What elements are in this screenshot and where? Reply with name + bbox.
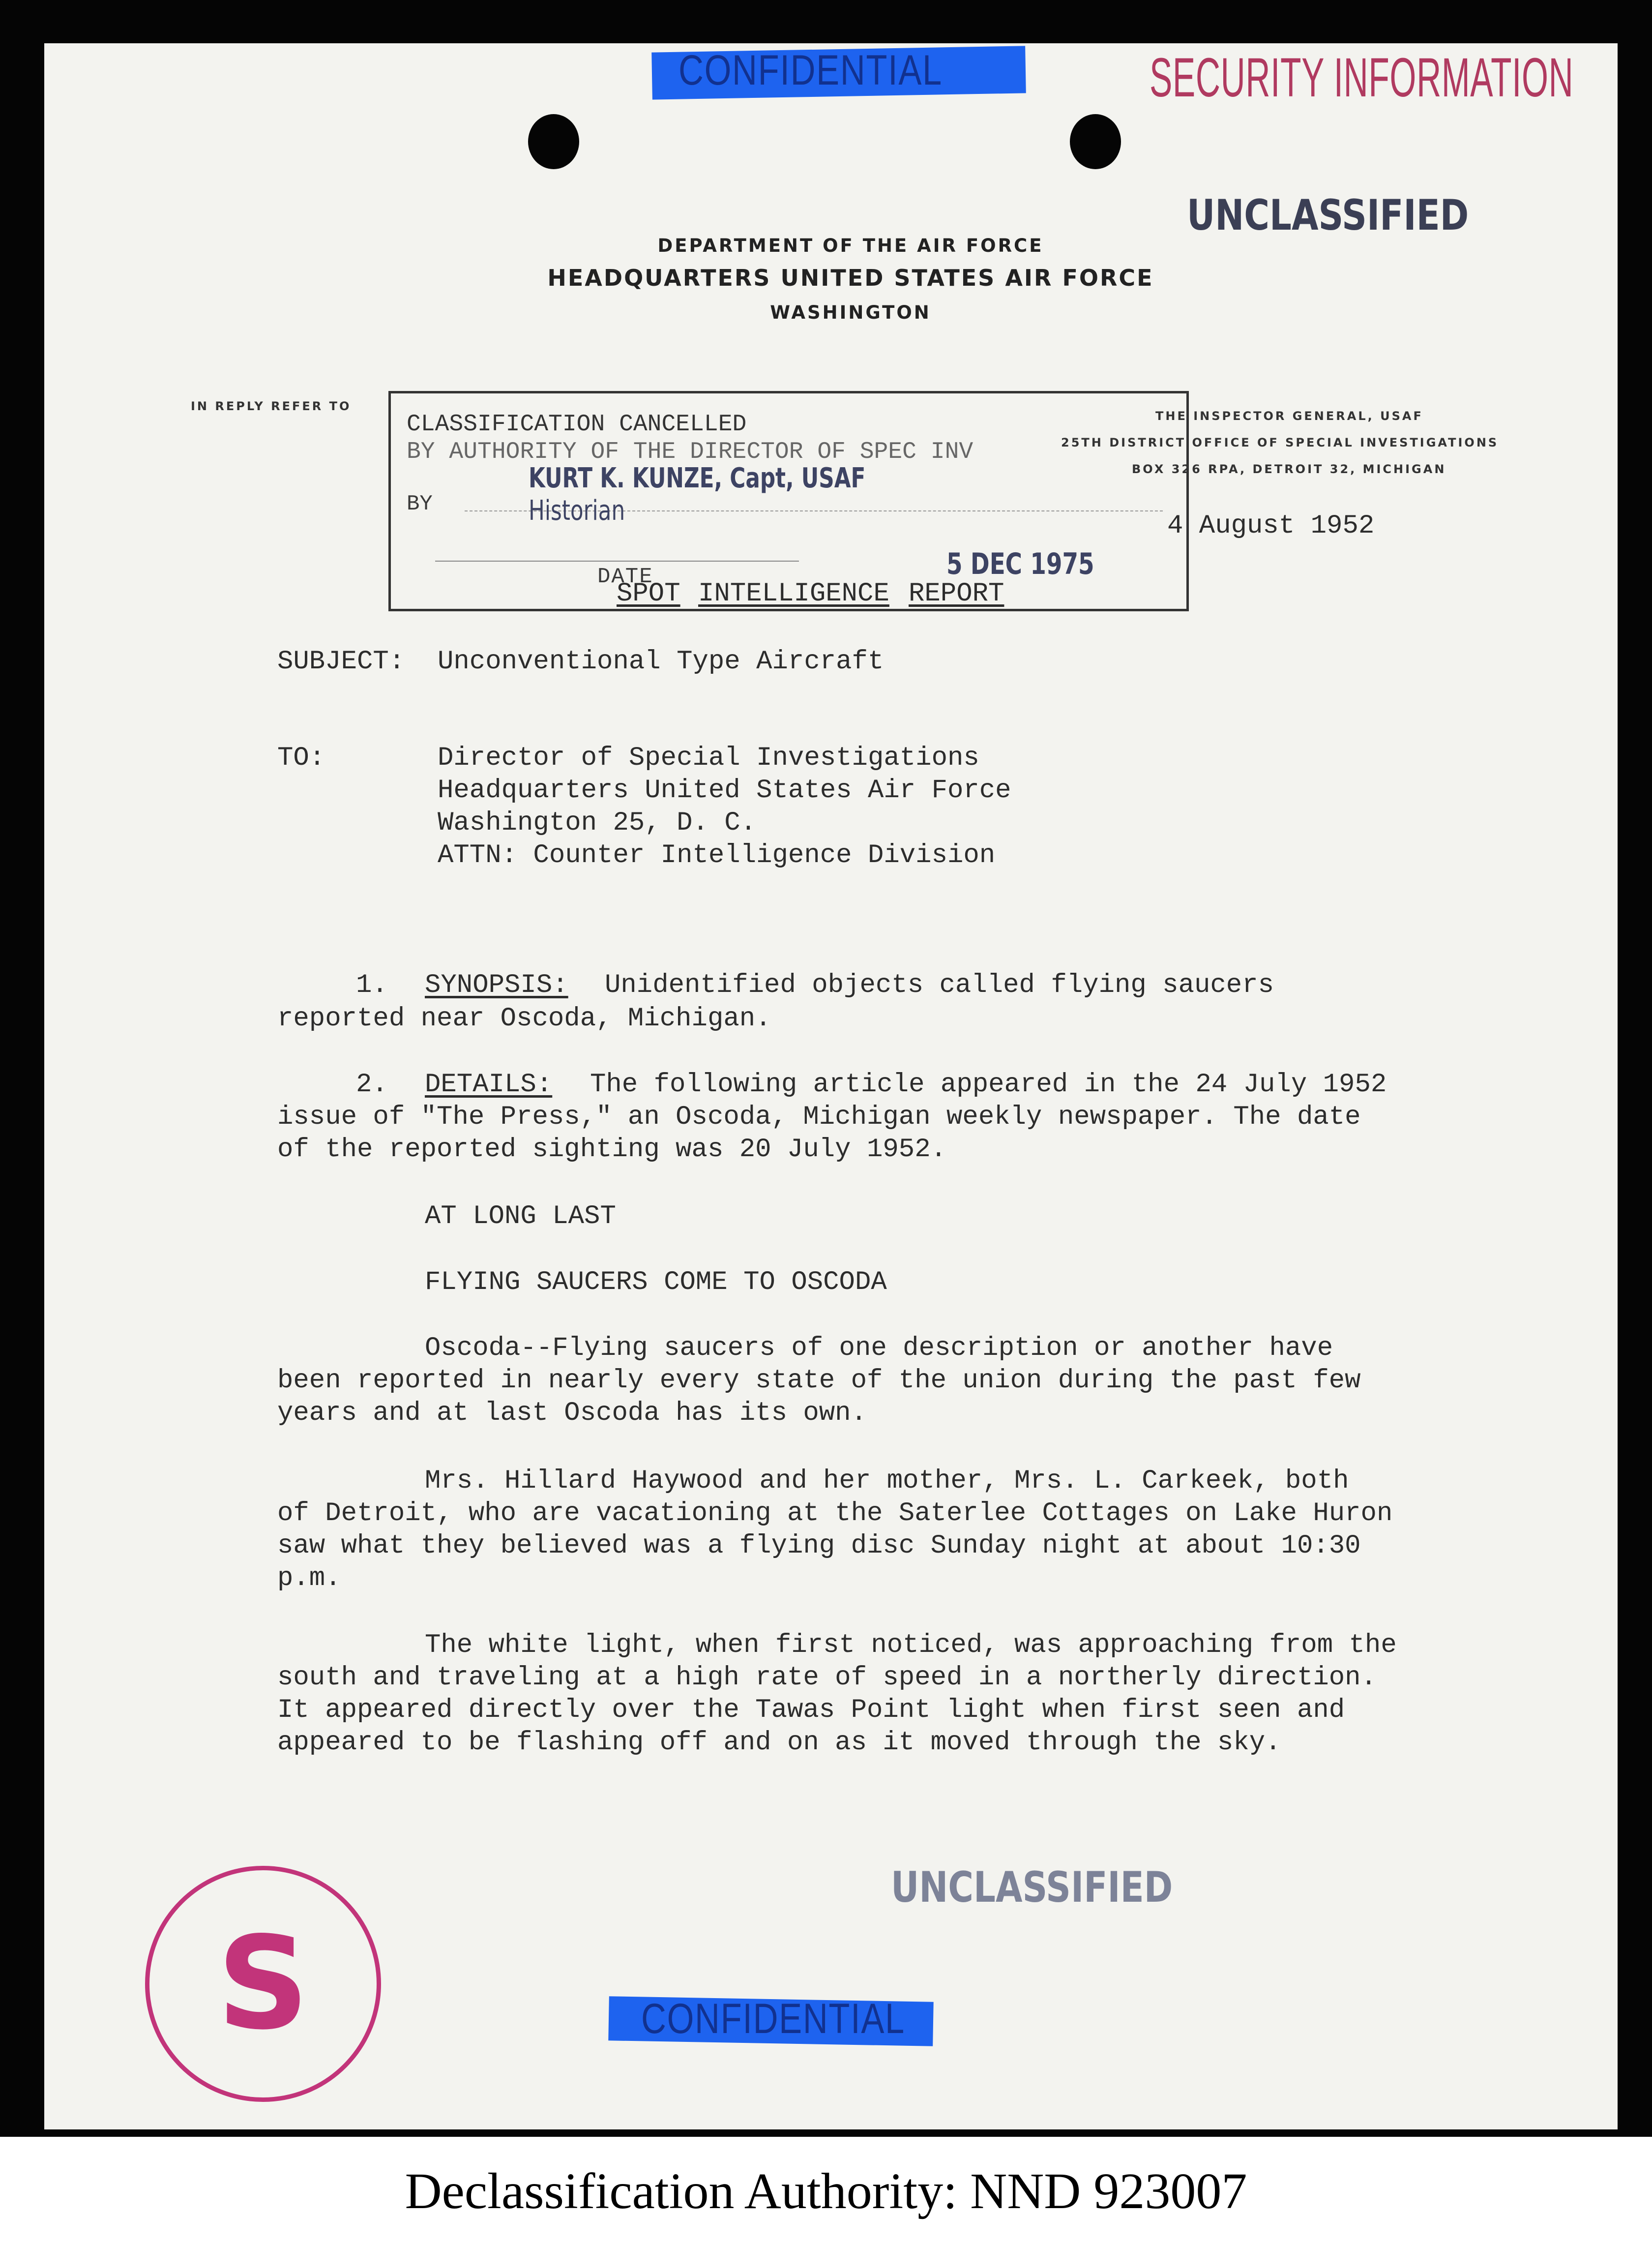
office-district: 25TH DISTRICT OFFICE OF SPECIAL INVESTIGATIONS <box>1061 436 1499 449</box>
article-p1-line3: years and at last Oscoda has its own. <box>277 1398 867 1428</box>
para1-heading: SYNOPSIS: <box>425 970 568 1000</box>
para2-line2: issue of "The Press," an Oscoda, Michigan weekly newspaper. The date <box>277 1102 1361 1132</box>
article-p3-line3: It appeared directly over the Tawas Point light when first seen and <box>277 1695 1345 1725</box>
article-p2-line2: of Detroit, who are vacationing at the Saterlee Cottages on Lake Huron <box>277 1498 1393 1528</box>
security-information-stamp: SECURITY INFORMATION <box>1150 47 1574 108</box>
subject-text: Unconventional Type Aircraft <box>438 647 884 677</box>
date-label: DATE <box>597 565 653 589</box>
s-letter: S <box>217 1910 309 2058</box>
report-title-word-1: SPOT <box>617 579 680 609</box>
reply-refer-label: IN REPLY REFER TO <box>191 399 352 413</box>
subject-label: SUBJECT: <box>277 647 405 677</box>
para2-line3: of the reported sighting was 20 July 1952. <box>277 1135 947 1165</box>
office-inspector-general: THE INSPECTOR GENERAL, USAF <box>1155 409 1423 423</box>
article-p1-line1: Oscoda--Flying saucers of one description or another have <box>425 1333 1333 1363</box>
cancellation-date-stamp: 5 DEC 1975 <box>946 547 1094 581</box>
to-line-1: Director of Special Investigations <box>438 743 979 773</box>
article-p3-line2: south and traveling at a high rate of speed in a northerly direction. <box>277 1663 1377 1693</box>
confidential-stamp-top: CONFIDENTIAL <box>678 47 943 94</box>
article-heading-1: AT LONG LAST <box>425 1201 616 1231</box>
signer-title-stamp: Historian <box>529 495 625 527</box>
confidential-stamp-bottom: CONFIDENTIAL <box>641 1995 905 2042</box>
article-p2-line1: Mrs. Hillard Haywood and her mother, Mrs. L. Carkeek, both <box>425 1466 1349 1496</box>
article-p3-line4: appeared to be flashing off and on as it moved through the sky. <box>277 1728 1281 1758</box>
para2-heading: DETAILS: <box>425 1070 553 1100</box>
document-page <box>44 43 1618 2129</box>
report-title-word-3: REPORT <box>909 579 1004 609</box>
para1-line1: Unidentified objects called flying saucers <box>605 970 1274 1000</box>
declassification-footer: Declassification Authority: NND 923007 <box>405 2162 1247 2219</box>
punch-hole-left <box>528 114 579 169</box>
s-circle-stamp <box>145 1866 381 2102</box>
to-line-4: ATTN: Counter Intelligence Division <box>438 840 996 870</box>
unclassified-stamp-bottom: UNCLASSIFIED <box>891 1863 1173 1912</box>
article-p1-line2: been reported in nearly every state of the union during the past few <box>277 1366 1361 1396</box>
to-label: TO: <box>277 743 325 773</box>
article-p2-line4: p.m. <box>277 1563 341 1593</box>
date-line <box>435 561 799 562</box>
signer-name-stamp: KURT K. KUNZE, Capt, USAF <box>529 462 866 494</box>
letterhead-headquarters: HEADQUARTERS UNITED STATES AIR FORCE <box>547 265 1154 291</box>
para2-number: 2. <box>356 1070 388 1100</box>
to-line-3: Washington 25, D. C. <box>438 808 757 838</box>
para2-line1: The following article appeared in the 24 July 1952 <box>590 1070 1387 1100</box>
letterhead-washington: WASHINGTON <box>770 302 931 323</box>
to-line-2: Headquarters United States Air Force <box>438 776 1011 806</box>
article-p2-line3: saw what they believed was a flying disc Sunday night at about 10:30 <box>277 1531 1361 1561</box>
report-title-word-2: INTELLIGENCE <box>698 579 889 609</box>
article-p3-line1: The white light, when first noticed, was approaching from the <box>425 1630 1397 1660</box>
unclassified-stamp-top: UNCLASSIFIED <box>1187 191 1469 240</box>
letter-date: 4 August 1952 <box>1167 511 1375 541</box>
para1-line2: reported near Oscoda, Michigan. <box>277 1004 771 1034</box>
punch-hole-right <box>1070 114 1121 169</box>
classification-cancelled-line2: BY AUTHORITY OF THE DIRECTOR OF SPEC INV <box>407 439 974 465</box>
para1-number: 1. <box>356 970 388 1000</box>
article-heading-2: FLYING SAUCERS COME TO OSCODA <box>425 1267 887 1297</box>
by-label: BY <box>407 492 433 516</box>
office-address: BOX 326 RPA, DETROIT 32, MICHIGAN <box>1132 462 1446 476</box>
letterhead-department: DEPARTMENT OF THE AIR FORCE <box>657 235 1044 256</box>
classification-cancelled-line1: CLASSIFICATION CANCELLED <box>407 411 747 438</box>
